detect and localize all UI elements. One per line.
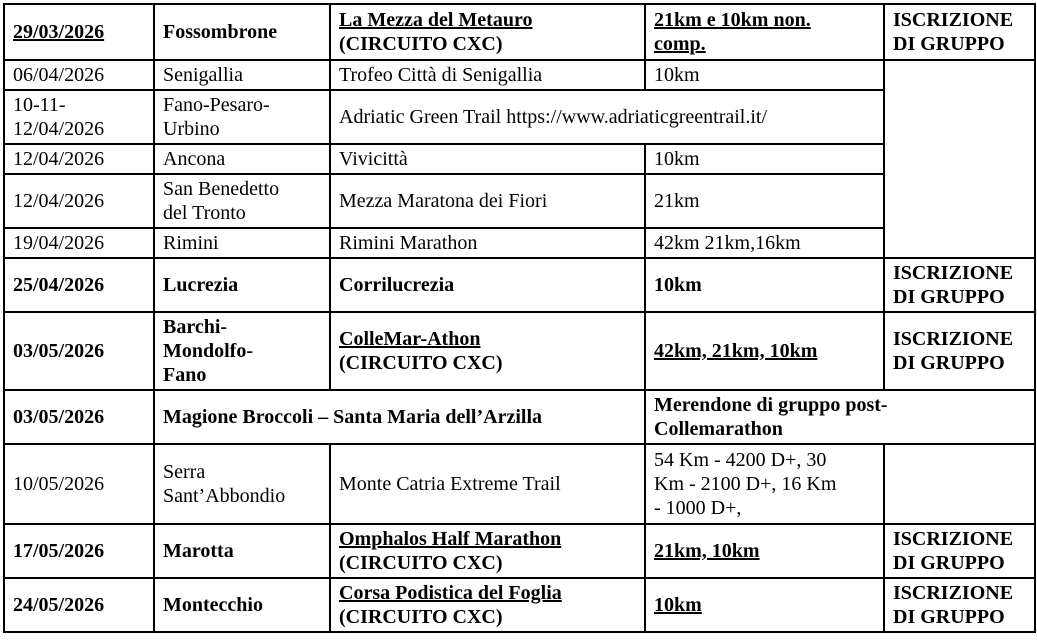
cell-text: 21km [654, 190, 700, 212]
cell-distance [645, 578, 884, 632]
cell-text: Corrilucrezia [339, 274, 455, 296]
cell-event [330, 228, 645, 258]
row-collemar-athon [4, 312, 1035, 390]
row-senigallia [4, 60, 1035, 90]
cell-date [4, 4, 154, 60]
cell-date [4, 60, 154, 90]
cell-text: 03/05/2026 [13, 406, 105, 428]
cell-text: ISCRIZIONE [893, 582, 1014, 604]
cell-text: Urbino [163, 118, 220, 140]
race-calendar-table [3, 3, 1036, 633]
cell-text: 25/04/2026 [13, 274, 105, 296]
cell-text: 12/04/2026 [13, 190, 105, 212]
cell-event [330, 312, 645, 390]
row-san-benedetto [4, 174, 1035, 228]
cell-distance [645, 312, 884, 390]
cell-text: DI GRUPPO [893, 286, 1005, 308]
cell-text: Vivicittà [339, 148, 408, 170]
cell-date [4, 228, 154, 258]
cell-text: Barchi- [163, 316, 228, 338]
cell-text: ISCRIZIONE [893, 262, 1014, 284]
cell-text: Rimini Marathon [339, 232, 478, 254]
cell-text: Serra [163, 461, 206, 483]
cell-text: DI GRUPPO [893, 33, 1005, 55]
cell-text: 17/05/2026 [13, 540, 105, 562]
cell-group [884, 578, 1035, 632]
row-adriatic-green-trail [4, 90, 1035, 144]
cell-event [330, 174, 645, 228]
cell-text: Fano-Pesaro- [163, 94, 270, 116]
link-text[interactable]: La Mezza del Metauro [339, 9, 533, 31]
link-text[interactable]: 29/03/2026 [13, 21, 105, 43]
cell-date [4, 390, 154, 444]
link-text[interactable]: 42km, 21km, 10km [654, 340, 818, 362]
cell-text: 24/05/2026 [13, 594, 105, 616]
cell-location [154, 174, 330, 228]
cell-group-empty [884, 444, 1035, 524]
cell-distance [645, 144, 884, 174]
cell-distance [645, 4, 884, 60]
row-monte-catria [4, 444, 1035, 524]
cell-location [154, 524, 330, 578]
cell-group [884, 258, 1035, 312]
cell-event [330, 258, 645, 312]
cell-text: ISCRIZIONE [893, 9, 1014, 31]
cell-distance [645, 60, 884, 90]
cell-text: 19/04/2026 [13, 232, 105, 254]
cell-text: Km - 2100 D+, 16 Km [654, 473, 837, 495]
cell-distance [645, 228, 884, 258]
cell-text: 10km [654, 64, 700, 86]
cell-group [884, 312, 1035, 390]
cell-text: Mezza Maratona dei Fiori [339, 190, 548, 212]
cell-event [330, 578, 645, 632]
row-ancona [4, 144, 1035, 174]
cell-text: 03/05/2026 [13, 340, 105, 362]
cell-location [154, 90, 330, 144]
cell-text: Sant’Abbondio [163, 485, 286, 507]
cell-location [154, 144, 330, 174]
cell-text: (CIRCUITO CXC) [339, 33, 503, 55]
row-fossombrone [4, 4, 1035, 60]
cell-location [154, 444, 330, 524]
cell-date [4, 312, 154, 390]
cell-text: Collemarathon [654, 418, 783, 440]
cell-distance [645, 444, 884, 524]
cell-text: Rimini [163, 232, 219, 254]
cell-text: Marotta [163, 540, 234, 562]
cell-text: 12/04/2026 [13, 148, 105, 170]
row-merendone [4, 390, 1035, 444]
cell-date [4, 90, 154, 144]
row-marotta [4, 524, 1035, 578]
link-text[interactable]: comp. [654, 33, 706, 55]
cell-text: Montecchio [163, 594, 263, 616]
cell-location [154, 228, 330, 258]
cell-event [330, 524, 645, 578]
cell-text: 06/04/2026 [13, 64, 105, 86]
cell-location [154, 578, 330, 632]
cell-text: (CIRCUITO CXC) [339, 606, 503, 628]
cell-text: Merendone di gruppo post- [654, 394, 888, 416]
cell-text: 10km [654, 148, 700, 170]
cell-location [154, 312, 330, 390]
cell-text: 10/05/2026 [13, 473, 105, 495]
cell-text: 42km 21km,16km [654, 232, 801, 254]
link-text[interactable]: ColleMar-Athon [339, 328, 481, 350]
cell-text: 10km [654, 274, 702, 296]
cell-text: Trofeo Città di Senigallia [339, 64, 543, 86]
cell-text: 12/04/2026 [13, 118, 105, 140]
cell-event [330, 444, 645, 524]
cell-text: Monte Catria Extreme Trail [339, 473, 561, 495]
cell-text: Senigallia [163, 64, 243, 86]
link-text[interactable]: 10km [654, 594, 702, 616]
cell-text: 10-11- [13, 94, 66, 116]
cell-date [4, 444, 154, 524]
cell-location [154, 258, 330, 312]
cell-group [884, 4, 1035, 60]
cell-date [4, 144, 154, 174]
cell-text: Fano [163, 364, 207, 386]
cell-text: Ancona [163, 148, 226, 170]
cell-text: Lucrezia [163, 274, 239, 296]
cell-date [4, 578, 154, 632]
cell-date [4, 174, 154, 228]
cell-event [330, 60, 645, 90]
cell-location [154, 4, 330, 60]
cell-date [4, 524, 154, 578]
cell-text: San Benedetto [163, 178, 280, 200]
cell-text: DI GRUPPO [893, 552, 1005, 574]
race-table-body [4, 4, 1035, 632]
cell-distance [645, 174, 884, 228]
cell-group-empty [884, 60, 1035, 258]
cell-date [4, 258, 154, 312]
cell-event [330, 4, 645, 60]
link-text[interactable]: 21km, 10km [654, 540, 760, 562]
link-text[interactable]: Corsa Podistica del Foglia [339, 582, 562, 604]
row-montecchio [4, 578, 1035, 632]
cell-event [330, 90, 884, 144]
cell-distance [645, 258, 884, 312]
cell-location [154, 390, 645, 444]
cell-text: del Tronto [163, 202, 246, 224]
cell-text: Adriatic Green Trail https://www.adriaticgreentrail.it/ [339, 106, 768, 128]
link-text[interactable]: 21km e 10km non. [654, 9, 811, 31]
row-rimini [4, 228, 1035, 258]
cell-distance [645, 390, 1035, 444]
cell-text: (CIRCUITO CXC) [339, 352, 503, 374]
cell-text: DI GRUPPO [893, 606, 1005, 628]
cell-distance [645, 524, 884, 578]
cell-text: Magione Broccoli – Santa Maria dell’Arzilla [163, 406, 543, 428]
link-text[interactable]: Omphalos Half Marathon [339, 528, 562, 550]
cell-text: ISCRIZIONE [893, 328, 1014, 350]
cell-location [154, 60, 330, 90]
cell-text: - 1000 D+, [654, 497, 742, 519]
cell-text: Mondolfo- [163, 340, 253, 362]
cell-text: (CIRCUITO CXC) [339, 552, 503, 574]
cell-event [330, 144, 645, 174]
cell-group [884, 524, 1035, 578]
cell-text: DI GRUPPO [893, 352, 1005, 374]
row-lucrezia [4, 258, 1035, 312]
cell-text: 54 Km - 4200 D+, 30 [654, 449, 827, 471]
cell-text: Fossombrone [163, 21, 278, 43]
cell-text: ISCRIZIONE [893, 528, 1014, 550]
